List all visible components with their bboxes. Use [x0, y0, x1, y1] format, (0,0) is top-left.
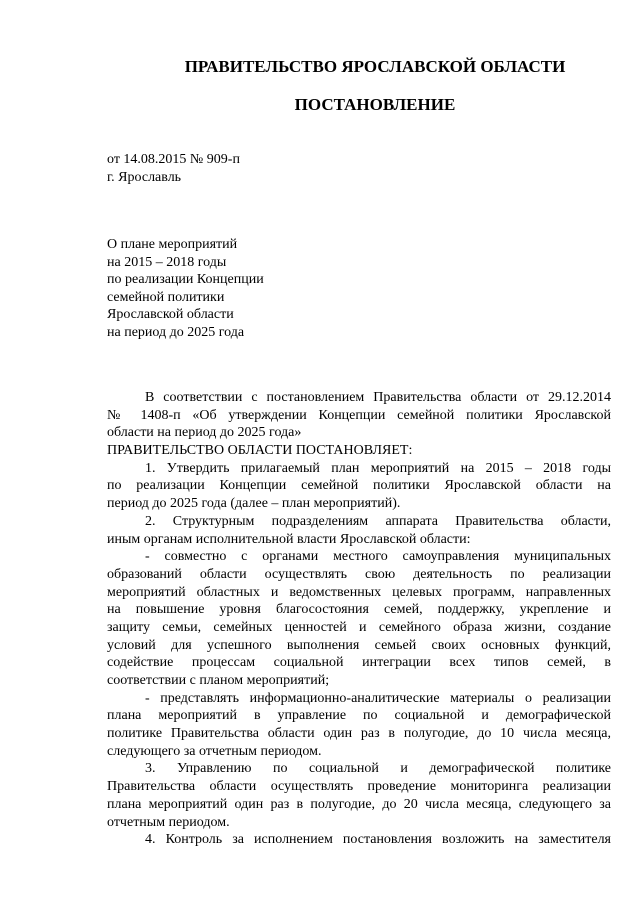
document-subject: [107, 236, 264, 341]
body-line: области на период до 2025 года»: [107, 425, 302, 441]
body-line: период до 2025 года (далее – план мероприятий).: [107, 496, 401, 512]
body-line: мероприятий областных и ведомственных целевых программ, направленных: [107, 584, 611, 600]
body-line: следующего за отчетным периодом.: [107, 743, 322, 759]
body-line: № 1408-п «Об утверждении Концепции семейной политики Ярославской: [107, 407, 611, 423]
body-line: 2. Структурным подразделениям аппарата Правительства области,: [145, 513, 611, 529]
body-line: плана мероприятий один раз в полугодие, до 20 числа месяца, следующего за: [107, 796, 611, 812]
body-line: плана мероприятий в управление по социальной и демографической: [107, 708, 611, 724]
body-line: - представлять информационно-аналитические материалы о реализации: [145, 690, 611, 706]
subject-line: на 2015 – 2018 годы: [107, 254, 227, 270]
body-line: 3. Управлению по социальной и демографической политике: [145, 761, 611, 777]
body-line: Правительства области осуществлять проведение мониторинга реализации: [107, 779, 611, 795]
body-line: ПРАВИТЕЛЬСТВО ОБЛАСТИ ПОСТАНОВЛЯЕТ:: [107, 443, 413, 459]
body-line: политике Правительства области один раз в полугодие, до 10 числа месяца,: [107, 726, 611, 742]
document-meta: [107, 151, 240, 187]
body-line: 1. Утвердить прилагаемый план мероприятий на 2015 – 2018 годы: [145, 460, 611, 476]
body-line: условий для успешного выполнения семьей своих основных функций,: [107, 637, 611, 653]
body-line: 4. Контроль за исполнением постановления возложить на заместителя: [145, 832, 611, 848]
subject-line: Ярославской области: [107, 307, 234, 322]
government-title: ПРАВИТЕЛЬСТВО ЯРОСЛАВСКОЙ ОБЛАСТИ: [184, 57, 566, 76]
document-type-title: ПОСТАНОВЛЕНИЕ: [294, 95, 456, 114]
subject-line: семейной политики: [107, 289, 225, 305]
body-line: иным органам исполнительной власти Ярославской области:: [107, 531, 471, 547]
subject-line: по реализации Концепции: [107, 272, 264, 287]
body-line: образований области осуществлять свою деятельность по реализации: [107, 566, 611, 582]
body-line: содействие процессам социальной интеграции всех типов семей, в: [107, 655, 611, 671]
body-line: на повышение уровня благосостояния семей, поддержку, укрепление и: [107, 602, 611, 618]
city: г. Ярославль: [107, 170, 182, 185]
body-line: по реализации Концепции семейной политики Ярославской области на: [107, 478, 611, 494]
body-line: В соответствии с постановлением Правительства области от 29.12.2014: [145, 390, 611, 405]
body-line: - совместно с органами местного самоуправления муниципальных: [145, 549, 611, 565]
body-line: соответствии с планом мероприятий;: [107, 673, 330, 688]
subject-line: О плане мероприятий: [107, 237, 238, 252]
body-line: защиту семьи, семейных ценностей и семейного образа жизни, создание: [107, 619, 611, 635]
body-line: отчетным периодом.: [107, 814, 230, 830]
date-number: от 14.08.2015 № 909-п: [107, 152, 240, 167]
document-body: [107, 389, 611, 849]
subject-line: на период до 2025 года: [107, 324, 245, 340]
